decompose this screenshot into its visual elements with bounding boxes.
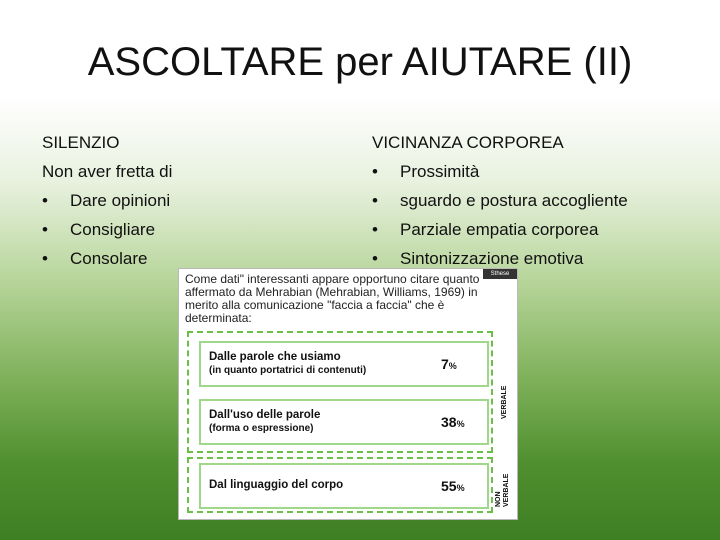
list-item (42, 215, 172, 244)
bullet-text: Parziale empatia corporea (400, 220, 599, 239)
list-item (372, 157, 628, 186)
bullet-icon: • (372, 220, 378, 239)
box-label: Dall'uso delle parole (209, 409, 321, 421)
list-item (372, 186, 628, 215)
bullet-text: Sintonizzazione emotiva (400, 249, 584, 268)
non-label: NON (495, 491, 502, 507)
list-item (372, 215, 628, 244)
box-percentage: 55% (441, 478, 465, 494)
bullet-text: Consigliare (70, 220, 156, 239)
box-percentage: 38% (441, 414, 465, 430)
box-sub: (forma o espressione) (209, 423, 314, 434)
bullet-text: Consolare (70, 249, 148, 268)
right-heading: VICINANZA CORPOREA (372, 133, 564, 152)
list-item (42, 244, 172, 273)
bullet-icon: • (42, 249, 48, 268)
left-heading: SILENZIO (42, 133, 120, 152)
figure-badge: Sthese (483, 269, 517, 279)
bullet-text: Dare opinioni (70, 191, 171, 210)
bullet-icon: • (42, 220, 48, 239)
left-column (42, 128, 172, 273)
non-verbale-label: VERBALE (503, 473, 510, 507)
bullet-text: Prossimità (400, 162, 480, 181)
right-column (372, 128, 628, 273)
body-language-box (199, 463, 489, 509)
list-item (42, 186, 172, 215)
slide-title: ASCOLTARE per AIUTARE (II) (87, 40, 633, 84)
bullet-text: sguardo e postura accogliente (400, 191, 628, 210)
box-label: Dalle parole che usiamo (209, 351, 341, 363)
bullet-icon: • (42, 191, 48, 210)
box-sub: (in quanto portatrici di contenuti) (209, 365, 367, 376)
bullet-icon: • (372, 162, 378, 181)
words-box (199, 341, 489, 387)
left-intro: Non aver fretta di (42, 162, 173, 181)
figure-intro: Come dati" interessanti appare opportuno citare quanto affermato da Mehrabian (Mehrabian, Williams, 1969) in merito alla comunicazione "faccia a faccia" che è determinata: (185, 272, 480, 325)
box-label: Dal linguaggio del corpo (209, 479, 344, 491)
mehrabian-figure (178, 268, 518, 520)
bullet-icon: • (372, 191, 378, 210)
verbale-label: VERBALE (501, 385, 508, 419)
box-percentage: 7% (441, 356, 457, 372)
bullet-icon: • (372, 249, 378, 268)
word-use-box (199, 399, 489, 445)
